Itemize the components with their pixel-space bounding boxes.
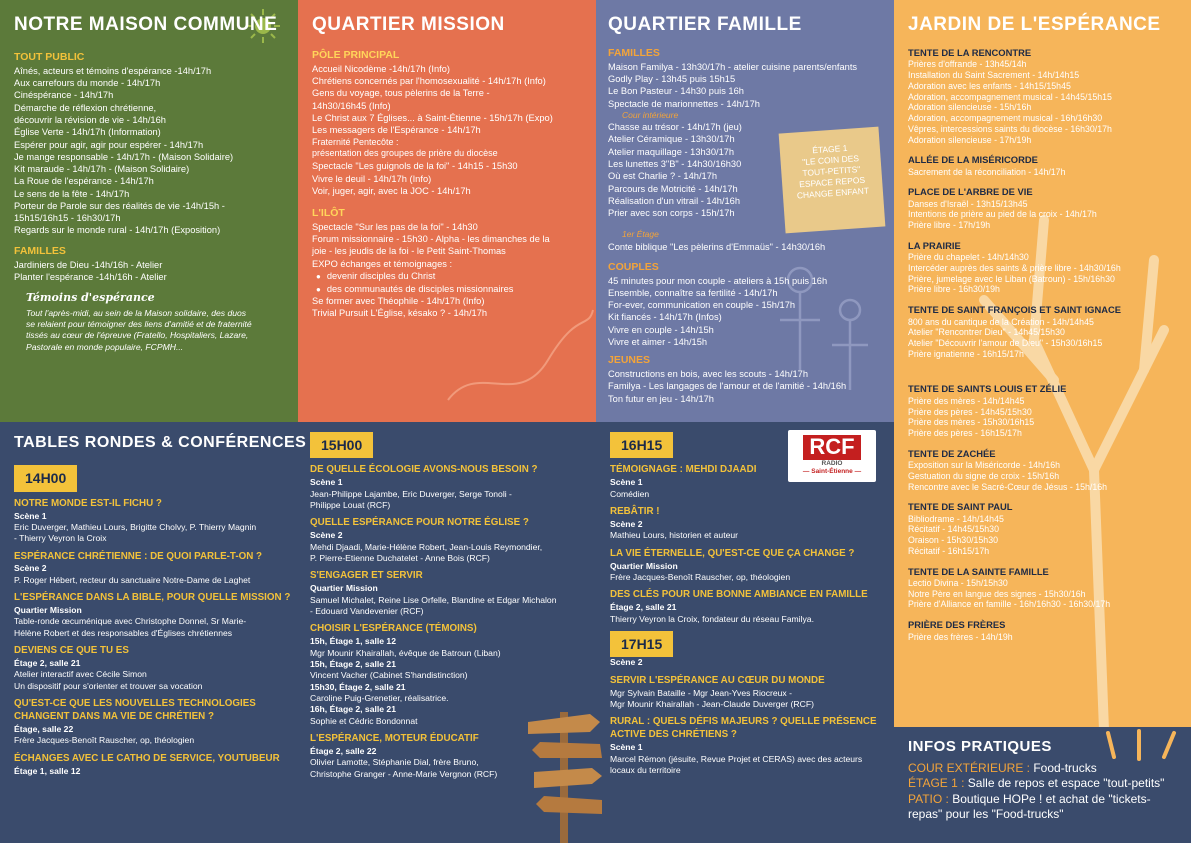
list-item: Ensemble, connaître sa fertilité - 14h/17h xyxy=(608,287,778,298)
list-item: Le Christ aux 7 Églises... à Saint-Étienne - 15h/17h (Expo) xyxy=(312,113,553,123)
conference-detail: Étage, salle 22 xyxy=(14,723,74,734)
jardin-item: Bibliodrame - 14h/14h45 xyxy=(908,513,1004,524)
rcf-city: — Saint-Étienne — xyxy=(802,468,862,476)
conference-detail: Quartier Mission xyxy=(310,583,378,594)
conference-detail: Scène 2 xyxy=(310,530,343,541)
conference-detail: Quartier Mission xyxy=(610,560,678,571)
conference-title: L'ESPÉRANCE, MOTEUR ÉDUCATIF xyxy=(310,733,479,744)
conference-detail: Mathieu Lours, historien et auteur xyxy=(610,530,739,541)
list-item: Vivre en couple - 14h/15h xyxy=(608,324,714,335)
etage-list xyxy=(608,241,888,253)
jardin-item: Sacrement de la réconciliation - 14h/17h xyxy=(908,166,1066,177)
jardin-item: Adoration, accompagnement musical - 14h45/15h15 xyxy=(908,91,1112,102)
jardin-item: Gestuation du signe de croix - 15h/16h xyxy=(908,470,1060,481)
panel-quartier-mission xyxy=(298,0,596,422)
time-16h15: 16H15 xyxy=(610,432,673,458)
conference-title: QUELLE ESPÉRANCE POUR NOTRE ÉGLISE ? xyxy=(310,517,529,529)
jardin-item: Adoration silencieuse - 17h/19h xyxy=(908,134,1032,145)
note-line: TOUT-PETITS" xyxy=(802,164,861,179)
conference-detail: 15h, Étage 1, salle 12 xyxy=(310,636,396,647)
conference-detail: Jean-Philippe Lajambe, Eric Duverger, Serge Tonoli - xyxy=(310,488,512,499)
list-item: Fraternité Pentecôte : xyxy=(312,136,399,147)
conference-detail: Scène 1 xyxy=(610,742,643,753)
jardin-item: Atelier "Rencontrer Dieu" - 14h45/15h30 xyxy=(908,327,1065,338)
famille-familles-list xyxy=(608,61,888,110)
list-item: Atelier Céramique - 13h30/17h xyxy=(608,134,735,145)
conference-detail: Étage 1, salle 12 xyxy=(14,765,81,776)
infos-title: INFOS PRATIQUES xyxy=(908,738,1052,755)
cour-title: Cour intérieure xyxy=(622,110,679,120)
conference-detail: 15h30, Étage 2, salle 21 xyxy=(310,681,406,692)
jardin-item: Adoration avec les enfants - 14h15/15h45 xyxy=(908,80,1071,91)
conference-title: DES CLÉS POUR UNE BONNE AMBIANCE EN FAMILLE xyxy=(610,589,868,601)
list-item: Forum missionnaire - 15h30 - Alpha - les dimanches de la xyxy=(312,234,550,245)
maison-title: NOTRE MAISON COMMUNE xyxy=(14,14,278,35)
conference-detail: - Thierry Veyron la Croix xyxy=(14,533,107,544)
list-item: Trivial Pursuit L'Église, késako ? - 14h/17h xyxy=(312,308,488,319)
list-item: La Roue de l'espérance - 14h/17h xyxy=(14,176,154,187)
conference-detail: Eric Duverger, Mathieu Lours, Brigitte Cholvy, P. Thierry Magnin xyxy=(14,521,257,532)
list-item: Le sens de la fête - 14h/17h xyxy=(14,188,130,199)
conference-detail: Philippe Louat (RCF) xyxy=(310,500,391,511)
conference-detail: Étage 2, salle 22 xyxy=(310,745,377,756)
note-line: CHANGE ENFANT xyxy=(796,185,870,201)
jardin-item: Adoration silencieuse - 15h/16h xyxy=(908,102,1032,113)
list-item: Le Bon Pasteur - 14h30 puis 16h xyxy=(608,86,744,97)
conference-title: SERVIR L'ESPÉRANCE AU CŒUR DU MONDE xyxy=(610,674,825,686)
jardin-item: Prière des mères - 14h/14h45 xyxy=(908,395,1025,406)
conference-detail: Olivier Lamotte, Stéphanie Dial, frère Bruno, xyxy=(310,757,479,768)
list-item: Gens du voyage, tous pèlerins de la Terre - xyxy=(312,88,490,99)
conference-title: ESPÉRANCE CHRÉTIENNE : DE QUOI PARLE-T-ON ? xyxy=(14,550,263,562)
conference-detail: Mgr Mounir Khairallah - Jean-Claude Duverger (RCF) xyxy=(610,698,814,709)
conference-detail: Scène 1 xyxy=(14,510,47,521)
conference-title: NOTRE MONDE EST-IL FICHU ? xyxy=(14,497,162,509)
jardin-item: Intercéder auprès des saints & prière libre - 14h30/16h xyxy=(908,263,1121,274)
conference-detail: Caroline Puig-Grenetier, réalisatrice. xyxy=(310,692,449,703)
conference-detail: P. Roger Hébert, recteur du sanctuaire Notre-Dame de Laghet xyxy=(14,574,251,585)
jardin-item: Prières d'offrande - 13h45/14h xyxy=(908,59,1027,70)
conference-detail: Vincent Vacher (Cabinet S'handistinction) xyxy=(310,670,468,681)
ilot-list-2 xyxy=(312,295,592,320)
tables-col-14h xyxy=(14,498,304,777)
jardin-item: Prière des pères - 16h15/17h xyxy=(908,428,1022,439)
jardin-title: JARDIN DE L'ESPÉRANCE xyxy=(908,14,1161,35)
panel-infos-pratiques xyxy=(894,727,1191,843)
list-item: 45 minutes pour mon couple - ateliers à 15h puis 16h xyxy=(608,275,828,286)
jardin-item: Notre Père en langue des signes - 15h30/16h xyxy=(908,588,1086,599)
list-item: Vivre et aimer - 14h/15h xyxy=(608,337,708,348)
temoins-line: tissés au cœur de l'épreuve (Fratello, Hospitaliers, Lazare, xyxy=(26,330,249,341)
famille-title: QUARTIER FAMILLE xyxy=(608,14,802,35)
conference-title: TÉMOIGNAGE : MEHDI DJAADI xyxy=(610,464,757,476)
conference-detail: Sophie et Cédric Bondonnat xyxy=(310,715,418,726)
list-item: Aux carrefours du monde - 14h/17h xyxy=(14,78,161,89)
conference-detail: Thierry Veyron la Croix, fondateur du réseau Familya. xyxy=(610,613,814,624)
jardin-item: Prière d'Alliance en famille - 16h/16h30 - 16h30/17h xyxy=(908,599,1111,610)
conference-detail: Samuel Michalet, Reine Lise Orfelle, Blandine et Edgar Michalon xyxy=(310,594,557,605)
conference-detail: Marcel Rémon (jésuite, Revue Projet et CERAS) avec des acteurs xyxy=(610,753,863,764)
conference-detail: Hélène Robert et des responsables d'Églises chrétiennes xyxy=(14,627,233,638)
conference-detail: Frère Jacques-Benoît Rauscher, op, théologien xyxy=(14,735,195,746)
conference-detail: Christophe Granger - Anne-Marie Vergnon (RCF) xyxy=(310,768,498,779)
list-item: Spectacle "Sur les pas de la foi" - 14h30 xyxy=(312,221,478,232)
tables-col-15h xyxy=(310,464,600,779)
etage-1-note xyxy=(779,127,886,234)
conference-detail: P. Pierre-Etienne Duchatelet - Anne Bois (RCF) xyxy=(310,553,490,564)
list-item: Conte biblique "Les pèlerins d'Emmaüs" - 14h30/16h xyxy=(608,241,826,252)
jardin-item: Prière libre - 17h/19h xyxy=(908,220,991,231)
list-item: Spectacle "Les guignols de la foi" - 14h15 - 15h30 xyxy=(312,161,518,172)
conference-detail: Étage 2, salle 21 xyxy=(610,602,677,613)
list-item: Vivre le deuil - 14h/17h (Info) xyxy=(312,173,432,184)
list-item: Espérer pour agir, agir pour espérer - 14h/17h xyxy=(14,139,204,150)
tables-title: TABLES RONDES & CONFÉRENCES xyxy=(14,434,307,451)
conference-title: CHANGENT DANS MA VIE DE CHRÉTIEN ? xyxy=(14,710,214,722)
couples-list xyxy=(608,275,888,349)
jardin-item: Prière du chapelet - 14h/14h30 xyxy=(908,252,1029,263)
conference-detail: Mgr Mounir Khairallah, évêque de Batroun (Liban) xyxy=(310,647,501,658)
temoins-line: Pastorale en monde populaire, FCPMH... xyxy=(26,341,184,352)
list-item: Les messagers de l'Espérance - 14h/17h xyxy=(312,125,481,136)
list-item: 14h30/16h45 (Info) xyxy=(312,100,391,111)
jardin-item: Intentions de prière au pied de la croix - 14h/17h xyxy=(908,209,1097,220)
rcf-radio: RADIO xyxy=(821,459,843,467)
list-item: Démarche de réflexion chrétienne, xyxy=(14,102,157,113)
time-14h: 14H00 xyxy=(14,465,77,491)
mission-title: QUARTIER MISSION xyxy=(312,14,505,35)
conference-detail: Atelier interactif avec Cécile Simon xyxy=(14,669,147,680)
couples-title: COUPLES xyxy=(608,260,659,273)
list-item: Atelier maquillage - 13h30/17h xyxy=(608,146,735,157)
etage-title: 1er Étage xyxy=(622,229,659,240)
jardin-item: Prière des pères - 14h45/15h30 xyxy=(908,406,1032,417)
jardin-item: Installation du Saint Sacrement - 14h/14h15 xyxy=(908,70,1080,81)
info-etage-value: Salle de repos et espace "tout-petits" xyxy=(964,776,1165,791)
conference-detail: locaux du territoire xyxy=(610,764,681,775)
list-item: Familya - Les langages de l'amour et de l'amitié - 14h/16h xyxy=(608,381,847,392)
rcf-logo-text: RCF xyxy=(803,435,860,459)
jardin-item: Exposition sur la Miséricorde - 14h/16h xyxy=(908,460,1061,471)
conference-title: L'ESPÉRANCE DANS LA BIBLE, POUR QUELLE MISSION ? xyxy=(14,592,291,604)
pole-title: PÔLE PRINCIPAL xyxy=(312,49,400,62)
time-15h: 15H00 xyxy=(310,432,373,458)
jardin-item: Prière libre - 16h30/19h xyxy=(908,284,1000,295)
list-item: Planter l'espérance -14h/16h - Atelier xyxy=(14,271,167,282)
jardin-item: Oraison - 15h30/15h30 xyxy=(908,535,998,546)
tables-col-17h15 xyxy=(610,657,890,776)
conference-detail: Scène 1 xyxy=(610,477,643,488)
jardin-section-title: TENTE DE SAINT FRANÇOIS ET SAINT IGNACE xyxy=(908,304,1122,316)
list-item: joie - les jeudis de la foi - le Petit Saint-Thomas xyxy=(312,246,506,257)
list-item: Maison Familya - 13h30/17h - atelier cuisine parents/enfants xyxy=(608,61,858,72)
list-item: Parcours de Motricité - 14h/17h xyxy=(608,183,738,194)
list-item: Les lunettes 3"B" - 14h30/16h30 xyxy=(608,159,742,170)
list-item: Prier avec son corps - 15h/17h xyxy=(608,208,735,219)
list-item: présentation des groupes de prière du diocèse xyxy=(312,148,498,159)
conference-detail: Étage 2, salle 21 xyxy=(14,658,81,669)
jardin-item: Adoration, accompagnement musical - 16h/16h30 xyxy=(908,113,1103,124)
conference-detail: Scène 1 xyxy=(310,477,343,488)
temoins-line: se relaient pour témoigner des liens d'amitié et de fraternité xyxy=(26,318,252,329)
note-line: ÉTAGE 1 xyxy=(811,142,848,156)
jardin-section-title: TENTE DE SAINT PAUL xyxy=(908,501,1013,513)
list-item: Voir, juger, agir, avec la JOC - 14h/17h xyxy=(312,185,471,196)
conference-detail: - Edouard Vandevenier (RCF) xyxy=(310,605,424,616)
conference-title: REBÂTIR ! xyxy=(610,506,660,518)
pole-list xyxy=(312,63,592,197)
conference-detail: 16h, Étage 2, salle 21 xyxy=(310,704,396,715)
list-item: découvrir la révision de vie - 14h/16h xyxy=(14,115,166,125)
familles-title: FAMILLES xyxy=(14,244,66,257)
temoins-line: Tout l'après-midi, au sein de la Maison solidaire, des duos xyxy=(26,307,247,318)
info-etage-key: ÉTAGE 1 : xyxy=(908,776,965,791)
jardin-section-title: PRIÈRE DES FRÈRES xyxy=(908,619,1006,631)
conference-title: QU'EST-CE QUE LES NOUVELLES TECHNOLOGIES xyxy=(14,698,256,710)
conference-detail: Scène 2 xyxy=(14,563,47,574)
ilot-title: L'ILÔT xyxy=(312,207,345,220)
conference-detail: Quartier Mission xyxy=(14,605,82,616)
list-item: Spectacle de marionnettes - 14h/17h xyxy=(608,98,760,109)
jardin-item: 800 ans du cantique de la Création - 14h/14h45 xyxy=(908,316,1094,327)
jardin-item: Danses d'Israël - 13h15/13h45 xyxy=(908,198,1028,209)
jardin-item: Récitatif - 14h45/15h30 xyxy=(908,524,999,535)
jardin-section-title: LA PRAIRIE xyxy=(908,239,961,251)
jardin-item: Prière des frères - 14h/19h xyxy=(908,631,1013,642)
list-item: Chrétiens concernés par l'homosexualité - 14h/17h (Info) xyxy=(312,76,546,87)
panel-maison-commune xyxy=(0,0,298,422)
conference-detail: Table-ronde œcuménique avec Christophe Donnel, Sr Marie- xyxy=(14,616,247,627)
list-item: Où est Charlie ? - 14h/17h xyxy=(608,171,718,182)
jardin-item: Lectio Divina - 15h/15h30 xyxy=(908,578,1008,589)
list-item: Godly Play - 13h45 puis 15h15 xyxy=(608,74,736,85)
conference-title: ACTIVE DES CHRÉTIENS ? xyxy=(610,729,737,741)
bullet-item: ● des communautés de disciples missionnaires xyxy=(316,283,592,296)
jeunes-list xyxy=(608,368,888,405)
jardin-item: Vêpres, intercessions saints du diocèse - 16h30/17h xyxy=(908,123,1112,134)
panel-tables-rondes xyxy=(0,422,894,843)
note-line: "LE COIN DES xyxy=(801,153,860,168)
jardin-section-title: TENTE DE SAINTS LOUIS ET ZÉLIE xyxy=(908,383,1067,395)
conference-title: LA VIE ÉTERNELLE, QU'EST-CE QUE ÇA CHANGE ? xyxy=(610,547,855,559)
list-item: Réalisation d'un vitrail - 14h/16h xyxy=(608,195,741,206)
panel-jardin-esperance xyxy=(894,0,1191,727)
list-item: Kit fiancés - 14h/17h (Infos) xyxy=(608,312,722,323)
conference-title: DEVIENS CE QUE TU ES xyxy=(14,645,129,657)
conference-detail: Mehdi Djaadi, Marie-Hélène Robert, Jean-Louis Reymondier, xyxy=(310,541,543,552)
jardin-item: Atelier "Découvrir l'amour de Dieu" - 15h30/16h15 xyxy=(908,338,1103,349)
bullet-item: ● devenir disciples du Christ xyxy=(316,270,592,283)
tout-public-list xyxy=(14,65,294,237)
jardin-item: Prière des mères - 15h30/16h15 xyxy=(908,417,1035,428)
list-item: Se former avec Théophile - 14h/17h (Info) xyxy=(312,296,485,307)
ilot-list xyxy=(312,221,592,270)
list-item: 15h15/16h15 - 16h30/17h xyxy=(14,213,121,224)
jardin-item: Prière, jumelage avec le Liban (Batroun) - 15h/16h30 xyxy=(908,273,1115,284)
list-item: Aînés, acteurs et témoins d'espérance -14h/17h xyxy=(14,65,212,76)
info-patio-value: Boutique HOPe ! et achat de "tickets- xyxy=(948,791,1151,806)
list-item: Constructions en bois, avec les scouts - 14h/17h xyxy=(608,369,808,380)
jardin-section-title: TENTE DE ZACHÉE xyxy=(908,447,996,459)
jardin-item: Rencontre avec le Sacré-Cœur de Jésus - 15h/16h xyxy=(908,481,1108,492)
jardin-section-title: TENTE DE LA SAINTE FAMILLE xyxy=(908,565,1049,577)
temoins-text xyxy=(26,308,294,353)
jardin-section-title: TENTE DE LA RENCONTRE xyxy=(908,47,1032,59)
jardin-sections xyxy=(908,47,1188,642)
jeunes-title: JEUNES xyxy=(608,354,651,367)
list-item: Kit maraude - 14h/17h - (Maison Solidaire) xyxy=(14,164,190,175)
familles-list xyxy=(14,259,294,284)
info-patio-value-2: repas" pour les "Food-trucks" xyxy=(908,807,1064,822)
list-item: Église Verte - 14h/17h (Information) xyxy=(14,127,161,138)
jardin-section-title: PLACE DE L'ARBRE DE VIE xyxy=(908,186,1033,198)
time-17h15: 17H15 xyxy=(610,631,673,657)
jardin-section-title: ALLÉE DE LA MISÉRICORDE xyxy=(908,154,1038,166)
conference-detail: 15h, Étage 2, salle 21 xyxy=(310,658,396,669)
ilot-dot-list xyxy=(316,270,592,295)
list-item: Cinéspérance - 14h/17h xyxy=(14,90,114,101)
info-patio-key: PATIO : xyxy=(908,791,949,806)
conference-title: ÉCHANGES AVEC LE CATHO DE SERVICE, YOUTUBEUR xyxy=(14,752,280,764)
conference-detail: Comédien xyxy=(610,488,650,499)
tout-public-title: TOUT PUBLIC xyxy=(14,51,85,64)
info-cour-key: COUR EXTÉRIEURE : xyxy=(908,760,1031,775)
jardin-item: Récitatif - 16h15/17h xyxy=(908,545,990,556)
conference-title: CHOISIR L'ESPÉRANCE (TÉMOINS) xyxy=(310,623,477,635)
list-item: For-ever, communication en couple - 15h/17h xyxy=(608,300,796,311)
list-item: Ton futur en jeu - 14h/17h xyxy=(608,393,714,404)
info-cour-value: Food-trucks xyxy=(1030,760,1097,775)
rcf-logo xyxy=(788,430,876,482)
list-item: Accueil Nicodème -14h/17h (Info) xyxy=(312,63,450,74)
conference-title: RURAL : QUELS DÉFIS MAJEURS ? QUELLE PRÉSENCE xyxy=(610,716,877,728)
conference-title: DE QUELLE ÉCOLOGIE AVONS-NOUS BESOIN ? xyxy=(310,464,538,476)
list-item: Jardiniers de Dieu -14h/16h - Atelier xyxy=(14,259,163,270)
jardin-item: Prière ignatienne - 16h15/17h xyxy=(908,348,1024,359)
tables-col-16h15 xyxy=(610,464,890,624)
list-item: EXPO échanges et témoignages : xyxy=(312,258,453,269)
famille-familles-title: FAMILLES xyxy=(608,47,660,60)
list-item: Porteur de Parole sur des réalités de vie -14h/15h - xyxy=(14,200,225,211)
conference-title: S'ENGAGER ET SERVIR xyxy=(310,570,423,582)
list-item: Regards sur le monde rural - 14h/17h (Exposition) xyxy=(14,225,221,236)
list-item: Chasse au trésor - 14h/17h (jeu) xyxy=(608,122,742,133)
conference-detail: Frère Jacques-Benoît Rauscher, op, théologien xyxy=(610,571,791,582)
list-item: Je mange responsable - 14h/17h - (Maison Solidaire) xyxy=(14,151,234,162)
conference-detail: Scène 2 xyxy=(610,657,643,668)
conference-detail: Mgr Sylvain Bataille - Mgr Jean-Yves Riocreux - xyxy=(610,687,792,698)
conference-detail: Un dispositif pour s'orienter et trouver sa vocation xyxy=(14,680,203,691)
note-line: ESPACE REPOS xyxy=(798,174,866,190)
temoins-title: Témoins d'espérance xyxy=(26,291,155,305)
conference-detail: Scène 2 xyxy=(610,519,643,529)
